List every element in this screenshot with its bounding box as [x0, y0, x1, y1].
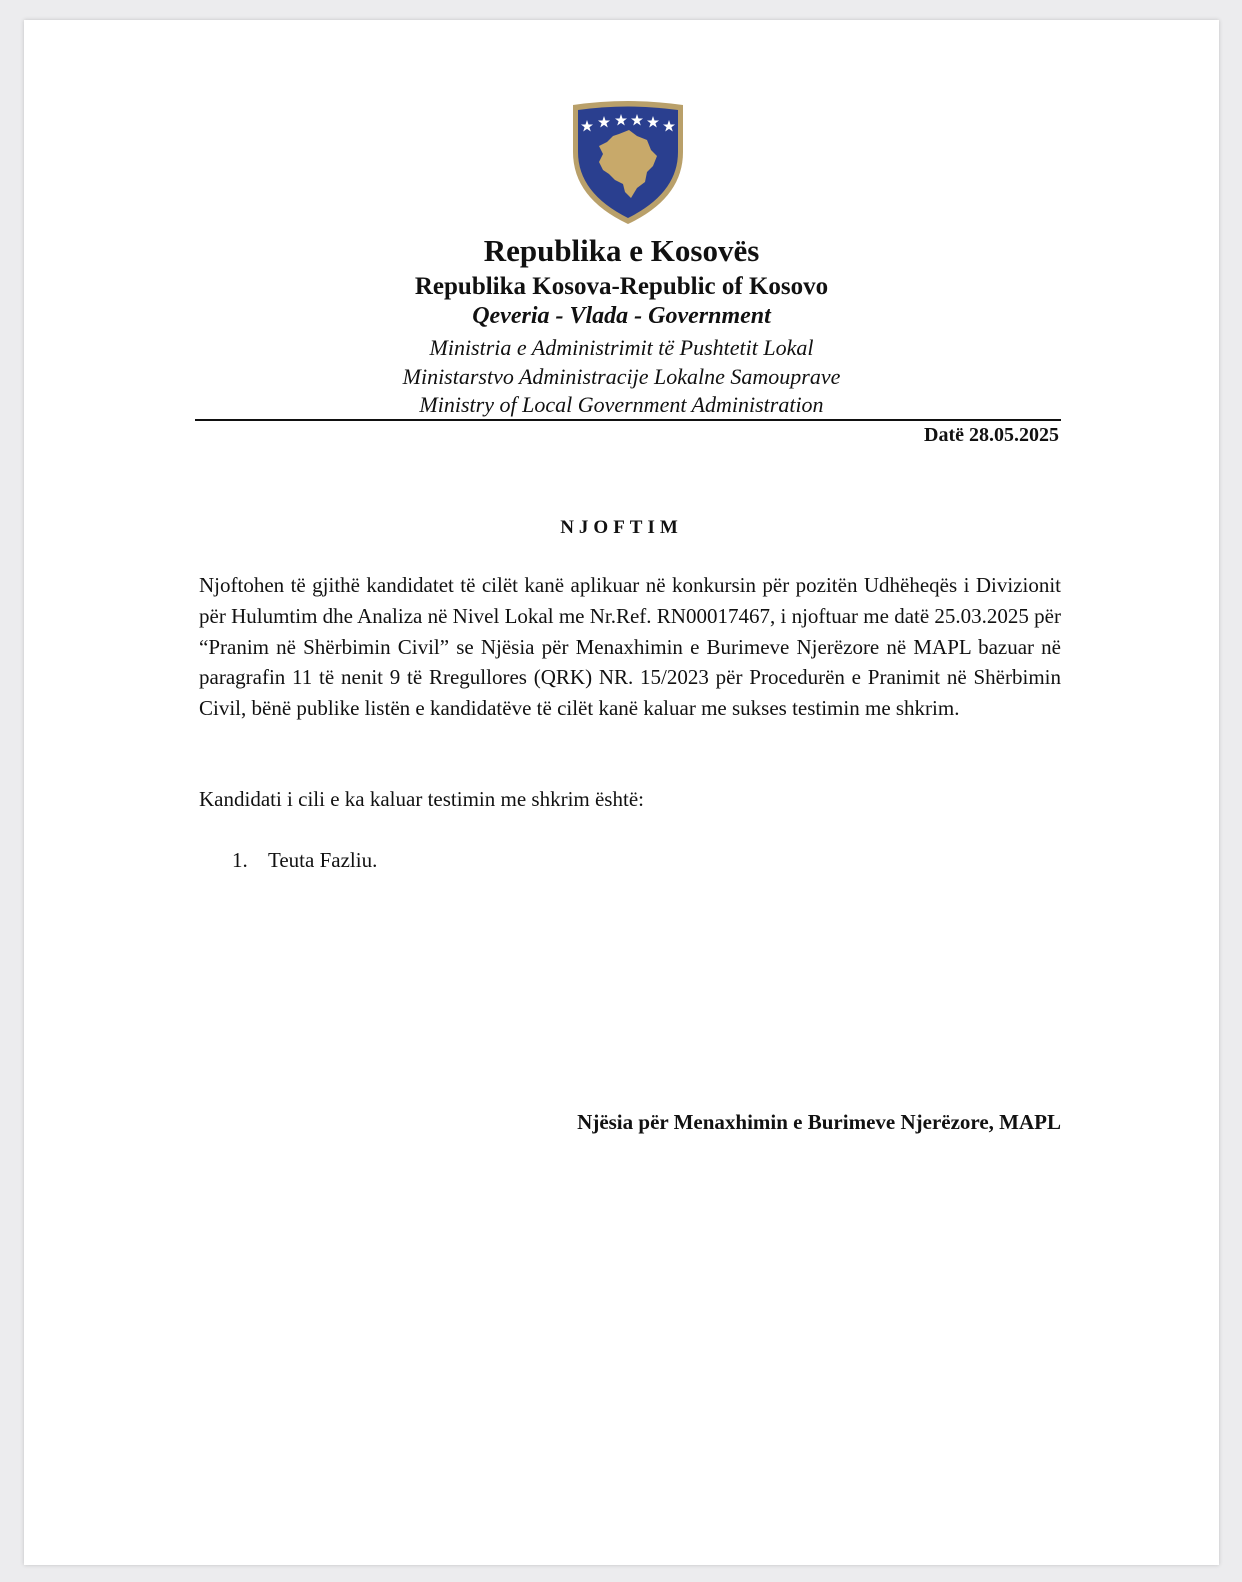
- document-page: [24, 20, 1219, 1565]
- header-ministry-sr: Ministarstvo Administracije Lokalne Samouprave: [402, 364, 841, 389]
- notice-title: NJOFTIM: [560, 517, 683, 538]
- list-item: [232, 848, 377, 873]
- candidates-intro: Kandidati i cili e ka kaluar testimin me shkrim është:: [199, 787, 644, 811]
- header-country-sq: Republika e Kosovës: [483, 233, 760, 268]
- header-divider: [195, 419, 1061, 421]
- notice-body: Njoftohen të gjithë kandidatet të cilët kanë aplikuar në konkursin për pozitën Udhëheqës i Divizionit për Hulumtim dhe Analiza në Nivel Lokal me Nr.Ref. RN00017467, i njoftuar me datë 25.03.2025 për “Pranim në Shërbimin Civil” se Njësia për Menaxhimin e Burimeve Njerëzore në MAPL bazuar në paragrafin 11 të nenit 9 të Rregullores (QRK) NR. 15/2023 për Procedurën e Pranimit në Shërbimin Civil, bënë publike listën e kandidatëve të cilët kanë kaluar me sukses testimin me shkrim.: [199, 573, 1061, 721]
- signature-unit: Njësia për Menaxhimin e Burimeve Njerëzore, MAPL: [577, 1110, 1061, 1134]
- candidate-name: Teuta Fazliu.: [268, 848, 378, 872]
- header-government: Qeveria - Vlada - Government: [472, 303, 771, 329]
- header-ministry-en: Ministry of Local Government Administration: [419, 392, 824, 417]
- header-ministry-sq: Ministria e Administrimit të Pushtetit Lokal: [429, 335, 814, 360]
- header-country-sr-en: Republika Kosova-Republic of Kosovo: [414, 273, 829, 300]
- list-item-number: 1.: [232, 848, 248, 872]
- document-date: Datë 28.05.2025: [924, 424, 1059, 446]
- kosovo-coat-of-arms-icon: [569, 100, 687, 226]
